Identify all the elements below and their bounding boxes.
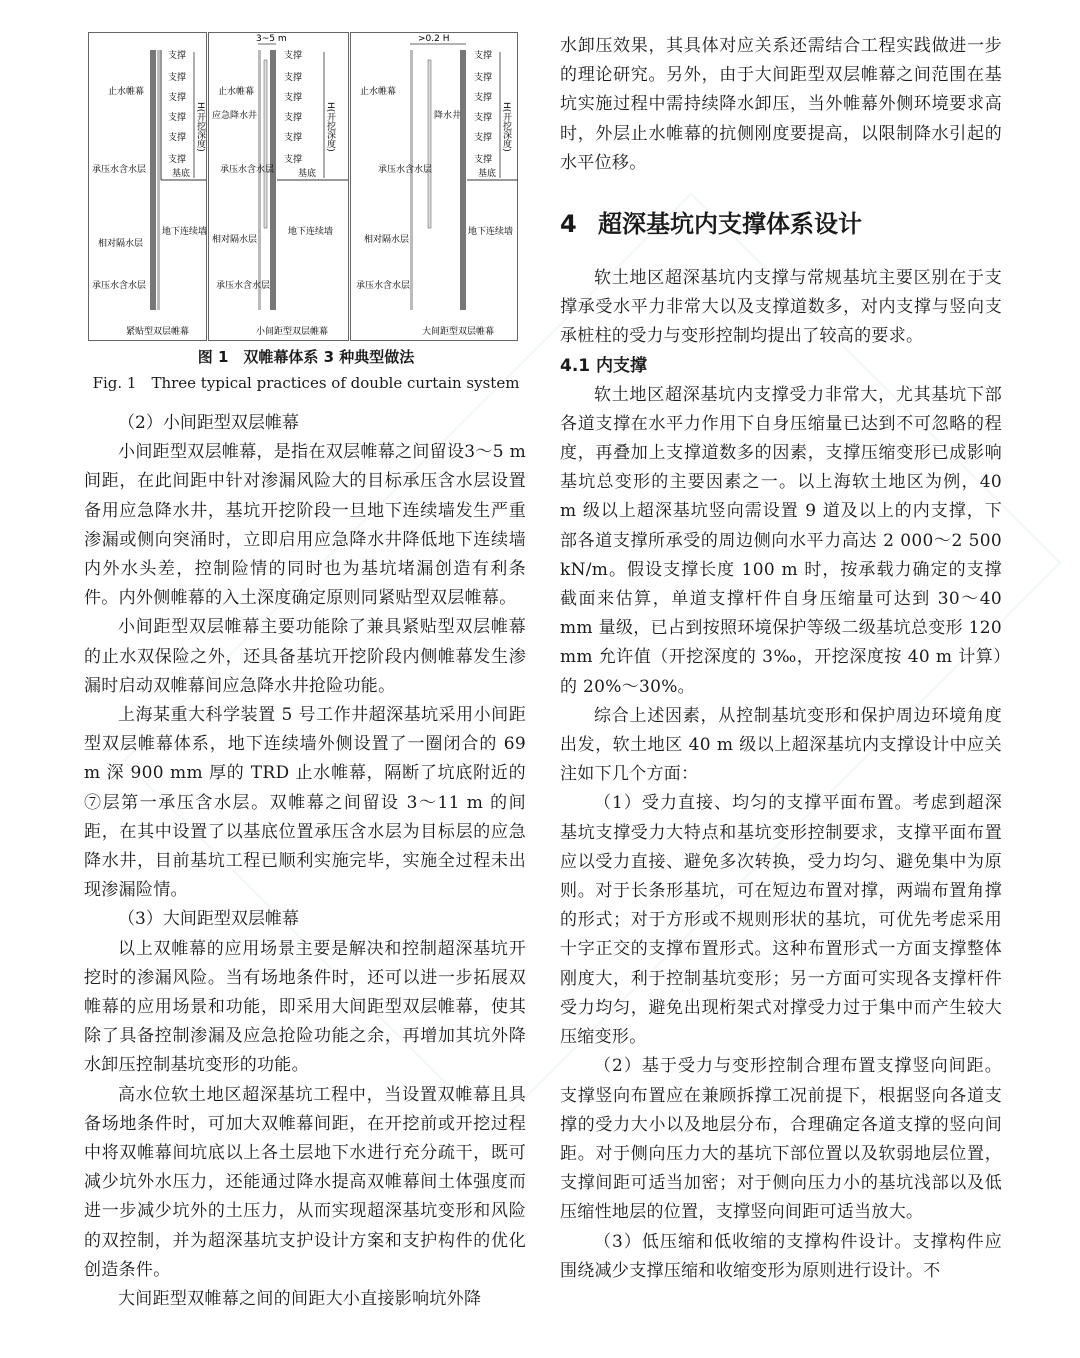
panel-1-layer-3: 相对隔水层: [98, 239, 144, 249]
panel-3-wall-label: 地下连续墙: [468, 227, 514, 237]
panel-3-spacing-label: >0.2 H: [418, 34, 450, 44]
panel-2-frame: [209, 33, 349, 341]
panel-1-curtain: [157, 50, 160, 310]
panel-2-curtain: [258, 50, 261, 310]
panel-1-layer-1: 止水帷幕: [108, 87, 145, 97]
panel-1-support-4: 支撑: [168, 113, 187, 123]
panel-1: [92, 49, 207, 337]
panel-3-aquifer-label: 承压水含水层: [378, 165, 433, 175]
panel-1-depth-label: H(开挖深度): [195, 102, 205, 152]
figure-1: [88, 32, 518, 342]
panel-3: [356, 34, 518, 337]
panel-2-layer-2: 相对隔水层: [212, 235, 258, 245]
paragraph: 软土地区超深基坑内支撑受力非常大，尤其基坑下部各道支撑在水平力作用下自身压缩量已达到不可忽略的程度，再叠加上支撑道数多的因素，支撑压缩变形已成影响基坑总变形的主要因素之一。以上海软土地区为例，40 m 级以上超深基坑竖向需设置 9 道及以上的内支撑，下部各道支撑所承受的周边侧向水平力高达 2 000～2 500 kN/m。假设支撑长度 100 m 时，按承载力确定的支撑截面来估算，单道支撑杆件自身压缩量可达到 30～40 mm 量级，已占到按照环境保护等级二级基坑总变形 120 mm 允许值（开挖深度的 3‰，开挖深度按 40 m 计算）的 20%～30%。: [560, 384, 1002, 697]
figure-caption-cn: 图 1 双帷幕体系 3 种典型做法: [197, 348, 415, 366]
panel-3-support-1: 支撑: [474, 51, 493, 61]
panel-1-layer-4: 承压水含水层: [92, 281, 147, 291]
subsection-title: 内支撑: [596, 355, 647, 376]
panel-3-layer-1: 止水帷幕: [360, 87, 397, 97]
panel-2-base-label: 基底: [298, 169, 317, 179]
paragraph: 小间距型双层帷幕主要功能除了兼具紧贴型双层帷幕的止水双保险之外，还具备基坑开挖阶段内侧帷幕发生渗漏时启动双帷幕间应急降水井抢险功能。: [84, 617, 526, 696]
panel-3-layer-2: 相对隔水层: [364, 235, 410, 245]
panel-2-depth-label: H(开挖深度): [325, 102, 335, 152]
panel-2-support-6: 支撑: [284, 155, 303, 165]
panel-3-well-label: 降水井: [434, 111, 462, 121]
panel-2-aquifer-label: 承压水含水层: [220, 165, 275, 175]
paragraph: （1）受力直接、均匀的支撑平面布置。考虑到超深基坑支撑受力大特点和基坑变形控制要求，支撑平面布置应以受力直接、避免多次转换，受力均匀、避免集中为原则。对于长条形基坑，可在短边布置对撑，两端布置角撑的形式；对于方形或不规则形状的基坑，可优先考虑采用十字正交的支撑布置形式。这种布置形式一方面支撑整体刚度大，利于控制基坑变形；另一方面可实现各支撑杆件受力均匀，避免出现桁架式对撑受力过于集中而产生较大压缩变形。: [560, 793, 1002, 1048]
paragraph: 大间距型双帷幕之间的间距大小直接影响坑外降: [118, 1289, 482, 1310]
panel-2-well: [264, 60, 267, 228]
panel-1-base-label: 基底: [172, 169, 191, 179]
subsection-number: 4.1: [560, 355, 591, 376]
panel-1-name: 紧贴型双层帷幕: [126, 327, 190, 337]
panel-2-wall-label: 地下连续墙: [288, 227, 334, 237]
panel-3-support-5: 支撑: [474, 133, 493, 143]
paragraph: （3）低压缩和低收缩的支撑构件设计。支撑构件应围绕减少支撑压缩和收缩变形为原则进行设计。不: [560, 1231, 1002, 1281]
section-intro: 软土地区超深基坑内支撑与常规基坑主要区别在于支撑承受水平力非常大以及支撑道数多，对内支撑与竖向支承桩柱的受力与变形控制均提出了较高的要求。: [560, 268, 1002, 347]
subheading-small-spacing: （2）小间距型双层帷幕: [118, 413, 299, 433]
panel-3-base-label: 基底: [478, 169, 497, 179]
panel-1-support-3: 支撑: [168, 93, 187, 103]
panel-3-well: [428, 60, 431, 228]
panel-2-wall: [270, 50, 276, 310]
panel-1-support-2: 支撑: [168, 73, 187, 83]
panel-1-wall-label: 地下连续墙: [162, 227, 208, 237]
panel-1-frame: [89, 33, 207, 341]
panel-2-support-2: 支撑: [284, 73, 303, 83]
panel-2-support-4: 支撑: [284, 113, 303, 123]
panel-3-depth-label: H(开挖深度): [501, 102, 511, 152]
panel-3-layer-3: 承压水含水层: [356, 281, 411, 291]
panel-1-layer-2: 承压水含水层: [92, 165, 147, 175]
panel-2-support-5: 支撑: [284, 133, 303, 143]
panel-2-layer-1: 止水帷幕: [218, 87, 255, 97]
right-column: [560, 32, 1002, 1286]
section-heading: [560, 208, 1002, 240]
section-title: 超深基坑内支撑体系设计: [598, 210, 862, 239]
panel-2-name: 小间距型双层帷幕: [256, 327, 329, 337]
paragraph: 小间距型双层帷幕，是指在双层帷幕之间留设3～5 m间距，在此间距中针对渗漏风险大的目标承压含水层设置备用应急降水井，基坑开挖阶段一旦地下连续墙发生严重渗漏或侧向突涌时，立即启用应急降水井降低地下连续墙内外水头差，控制险情的同时也为基坑堵漏创造有利条件。内外侧帷幕的入土深度确定原则同紧贴型双层帷幕。: [84, 442, 526, 609]
paragraph: （2）基于受力与变形控制合理布置支撑竖向间距。支撑竖向布置应在兼顾拆撑工况前提下，根据竖向各道支撑的受力大小以及地层分布，合理确定各道支撑的竖向间距。对于侧向压力大的基坑下部位置以及软弱地层位置，支撑间距可适当加密；对于侧向压力小的基坑浅部以及低压缩性地层的位置，支撑竖向间距可适当放大。: [560, 1056, 1002, 1223]
panel-1-support-5: 支撑: [168, 133, 187, 143]
panel-1-wall: [150, 50, 156, 310]
panel-3-support-3: 支撑: [474, 93, 493, 103]
subheading-large-spacing: （3）大间距型双层帷幕: [118, 909, 299, 930]
paragraph-continuation: 水卸压效果，其具体对应关系还需结合工程实践做进一步的理论研究。另外，由于大间距型双层帷幕之间范围在基坑实施过程中需持续降水卸压，当外帷幕外侧环境要求高时，外层止水帷幕的抗侧刚度要提高，以限制降水引起的水平位移。: [560, 36, 1002, 173]
panel-1-support-1: 支撑: [168, 51, 187, 61]
figure-1-diagram: [88, 32, 518, 342]
paragraph: 综合上述因素，从控制基坑变形和保护周边环境角度出发，软土地区 40 m 级以上超深基坑内支撑设计中应关注如下几个方面：: [560, 705, 1002, 785]
panel-2-spacing-label: 3~5 m: [256, 34, 287, 44]
panel-2-support-3: 支撑: [284, 93, 303, 103]
paragraph: 高水位软土地区超深基坑工程中，当设置双帷幕且具备场地条件时，可加大双帷幕间距，在开挖前或开挖过程中将双帷幕间坑底以上各土层地下水进行充分疏干，既可减少坑外水压力，还能通过降水提高双帷幕间土体强度而进一步减少坑外的土压力，从而实现超深基坑变形和风险的双控制，并为超深基坑支护设计方案和支护构件的优化创造条件。: [84, 1084, 526, 1280]
panel-3-support-6: 支撑: [474, 155, 493, 165]
figure-caption-en: Fig. 1 Three typical practices of double curtain system: [92, 374, 520, 392]
panel-2: [212, 34, 348, 337]
panel-1-support-6: 支撑: [168, 155, 187, 165]
panel-3-curtain: [410, 50, 413, 310]
paragraph: 上海某重大科学装置 5 号工作井超深基坑采用小间距型双层帷幕体系，地下连续墙外侧设置了一圈闭合的 69 m 深 900 mm 厚的 TRD 止水帷幕，隔断了坑底附近的⑦层第一承压含水层。双帷幕之间留设 3～11 m 的间距，在其中设置了以基底位置承压含水层为目标层的应急降水井，目前基坑工程已顺利实施完毕，实施全过程未出现渗漏险情。: [84, 705, 526, 901]
paragraph: 以上双帷幕的应用场景主要是解决和控制超深基坑开挖时的渗漏风险。当有场地条件时，还可以进一步拓展双帷幕的应用场景和功能，即采用大间距型双层帷幕，使其除了具备控制渗漏及应急抢险功能之余，再增加其坑外降水卸压控制基坑变形的功能。: [84, 938, 526, 1076]
panel-3-frame: [351, 33, 518, 341]
panel-2-support-1: 支撑: [284, 51, 303, 61]
panel-3-name: 大间距型双层帷幕: [422, 327, 495, 337]
panel-3-support-4: 支撑: [474, 113, 493, 123]
section-number: 4: [560, 210, 577, 239]
panel-3-wall: [460, 50, 466, 310]
subsection-heading: [560, 352, 1002, 381]
panel-2-well-label: 应急降水井: [212, 111, 258, 121]
left-column: [84, 409, 526, 1314]
panel-3-support-2: 支撑: [474, 73, 493, 83]
panel-2-layer-3: 承压水含水层: [216, 281, 271, 291]
